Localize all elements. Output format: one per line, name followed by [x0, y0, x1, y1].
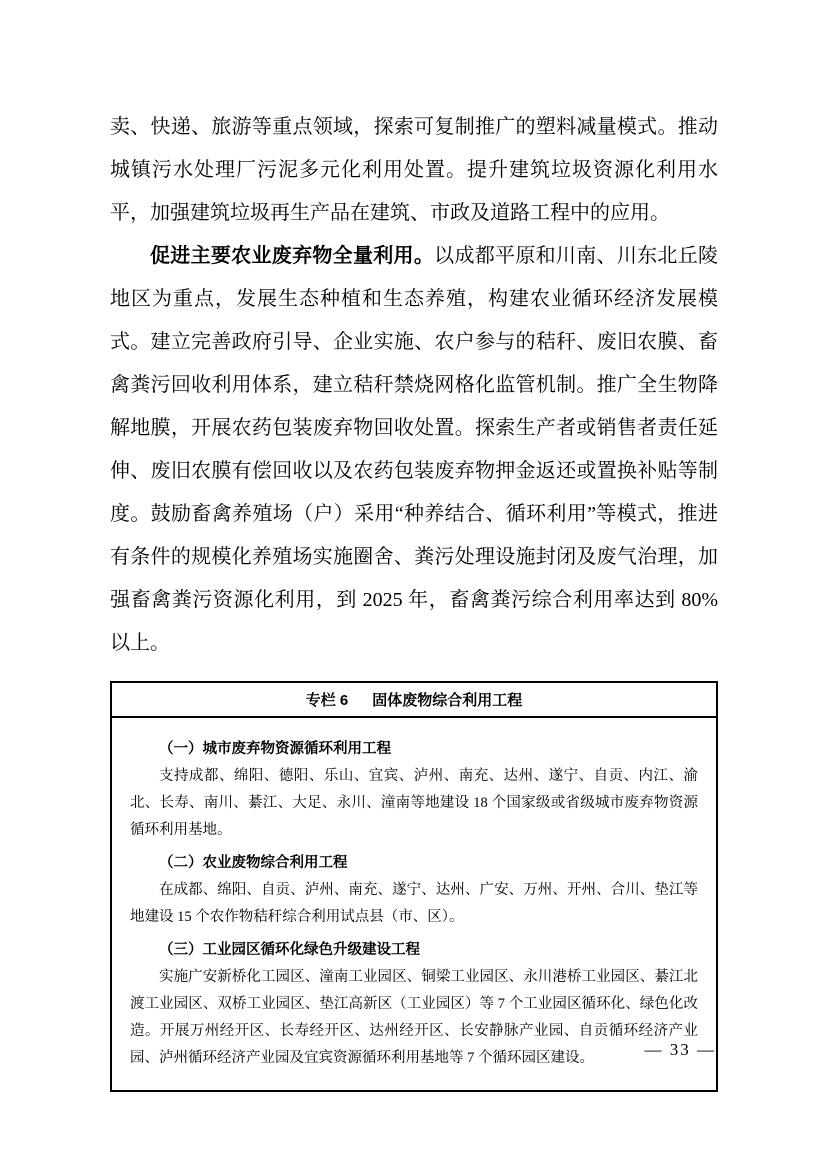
box-section-heading: （三）工业园区循环化绿色升级建设工程 — [159, 942, 420, 958]
page-content — [110, 106, 718, 1092]
paragraph-text: 卖、快递、旅游等重点领域，探索可复制推广的塑料减量模式。推动城镇污水处理厂污泥多元化利用处置。提升建筑垃圾资源化利用水平，加强建筑垃圾再生产品在建筑、市政及道路工程中的应用。 — [110, 116, 718, 224]
paragraph-text: 以成都平原和川南、川东北丘陵地区为重点，发展生态种植和生态养殖，构建农业循环经济发展模式。建立完善政府引导、企业实施、农户参与的秸秆、废旧农膜、畜禽粪污回收利用体系，建立秸秆禁烧网格化监管机制。推广全生物降解地膜，开展农药包装废弃物回收处置。探索生产者或销售者责任延伸、废旧农膜有偿回收以及农药包装废弃物押金返还或置换补贴等制度。鼓励畜禽养殖场（户）采用“种养结合、循环利用”等模式，推进有条件的规模化养殖场实施圈舍、粪污处理设施封闭及废气治理，加强畜禽粪污资源化利用，到 2025 年，畜禽粪污综合利用率达到 80%以上。 — [110, 245, 719, 654]
page-number: — 33 — — [644, 1040, 716, 1059]
callout-box-label: 专栏 6 — [305, 692, 349, 709]
paragraph-lead: 促进主要农业废弃物全量利用。 — [150, 245, 435, 267]
box-section-body: 在成都、绵阳、自贡、泸州、南充、遂宁、达州、广安、万州、开州、合川、垫江等地建设 15 个农作物秸秆综合利用试点县（市、区）。 — [130, 882, 698, 925]
callout-box — [110, 681, 718, 1092]
callout-box-title: 固体废物综合利用工程 — [372, 692, 523, 709]
callout-box-header — [112, 683, 716, 718]
body-paragraph — [110, 106, 718, 235]
box-section-body: 支持成都、绵阳、德阳、乐山、宜宾、泸州、南充、达州、遂宁、自贡、内江、渝北、长寿、南川、綦江、大足、永川、潼南等地建设 18 个国家级或省级城市废弃物资源循环利用基地。 — [130, 768, 698, 838]
box-section-body: 实施广安新桥化工园区、潼南工业园区、铜梁工业园区、永川港桥工业园区、綦江北渡工业园区、双桥工业园区、垫江高新区（工业园区）等 7 个工业园区循环化、绿色化改造。开展万州经开区、长寿经开区、达州经开区、长安静脉产业园、自贡循环经济产业园、泸州循环经济产业园及宜宾资源循环利用基地等 7 个循环园区建设。 — [130, 969, 698, 1066]
callout-box-body — [112, 718, 716, 1090]
box-section-heading: （一）城市废弃物资源循环利用工程 — [159, 741, 391, 757]
box-section-heading: （二）农业废物综合利用工程 — [159, 855, 348, 871]
body-paragraph — [110, 235, 718, 665]
